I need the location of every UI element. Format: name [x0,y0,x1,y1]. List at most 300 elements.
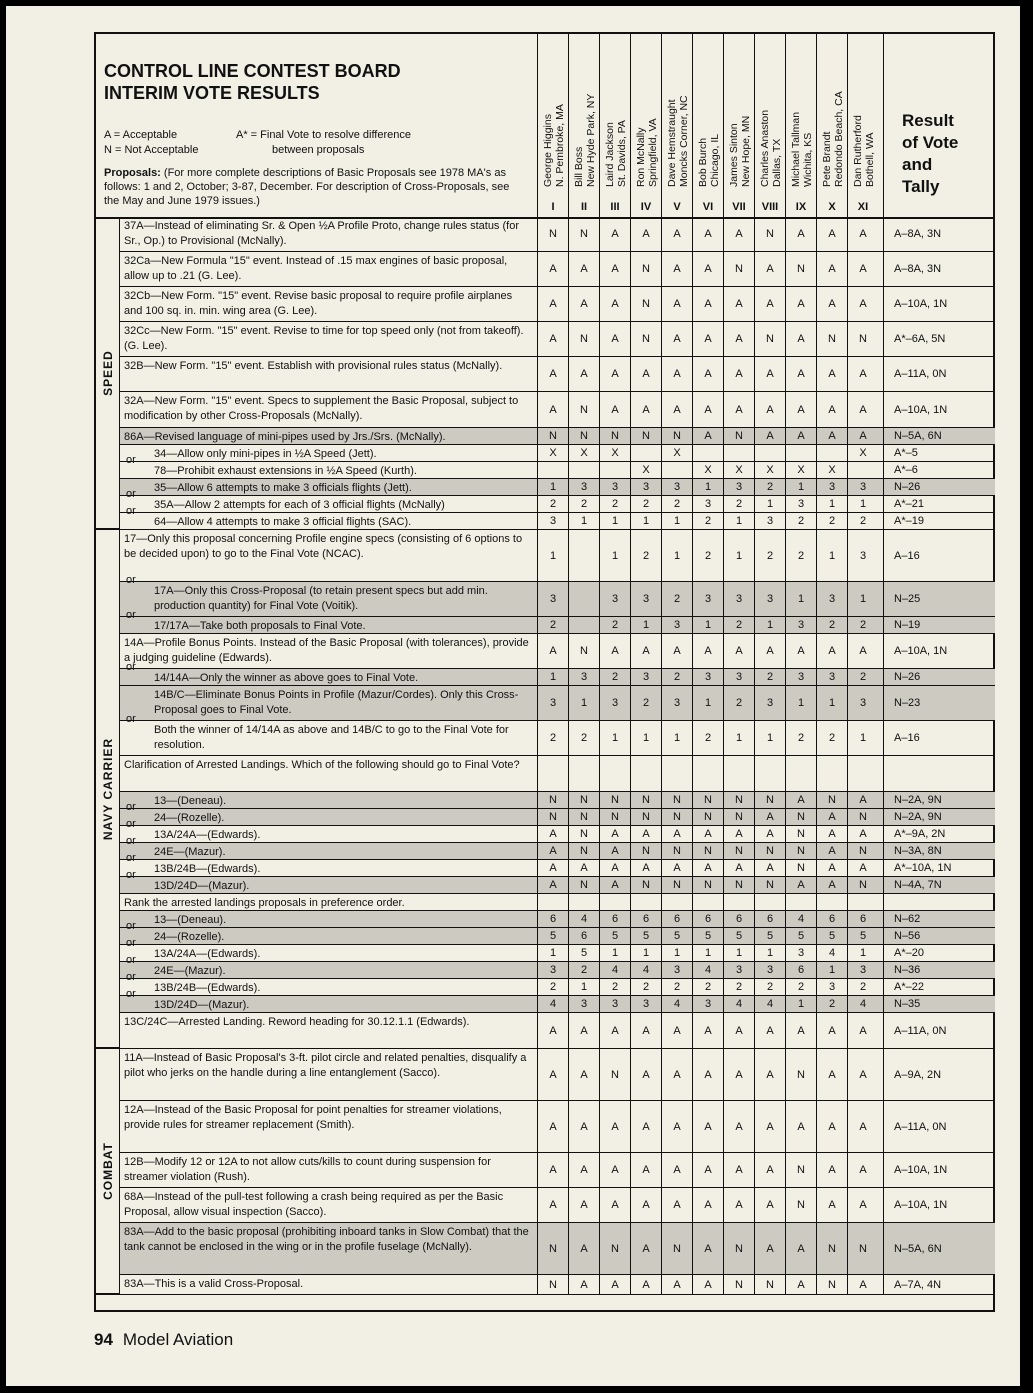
vote-cell: N [723,252,754,286]
proposals-text: (For more complete descriptions of Basic Proposals see 1978 MA's as follows: 1 and 2, October; 3-87, December. For description of Cross-Proposals, see the May and June 1979 issues.) [104,167,510,207]
vote-cell: N [816,1275,847,1294]
page-number: 94 [94,1330,113,1349]
proposal-description: 13D/24D—(Mazur). [154,880,250,892]
vote-result: A*–6 [883,462,995,478]
vote-cell: A [785,1275,816,1294]
judge-column-5 [661,34,692,217]
vote-cell: A [599,357,630,391]
vote-cell: A [568,252,599,286]
vote-cell: N [692,877,723,893]
vote-cell: A [599,843,630,859]
vote-result: N–62 [883,911,995,927]
vote-cell: 6 [568,928,599,944]
vote-cell: N [661,877,692,893]
table-row [120,661,995,686]
vote-cell: A [599,826,630,842]
vote-cell: N [723,1275,754,1294]
vote-cell: A [816,252,847,286]
proposal-description: Rank the arrested landings proposals in preference order. [124,897,405,909]
proposal-description: 35A—Allow 2 attempts for each of 3 official flights (McNally) [154,499,445,511]
vote-cell [723,756,754,791]
vote-cell: N [754,322,785,356]
vote-cell: A [599,1275,630,1294]
vote-cell [847,894,878,910]
vote-result: N–35 [883,996,995,1012]
judge-number: II [580,201,588,213]
vote-result: A–10A, 1N [883,1153,995,1187]
vote-cell: A [847,1153,878,1187]
vote-cell: 3 [754,962,785,978]
vote-cell: 2 [785,721,816,755]
vote-result: A*–9A, 2N [883,826,995,842]
vote-cell: 4 [661,996,692,1012]
vote-cell: N [661,843,692,859]
vote-cell: 5 [599,928,630,944]
vote-cell: A [754,1049,785,1100]
vote-cell: 4 [754,996,785,1012]
proposal-description: 17A—Only this Cross-Proposal (to retain present specs but add min. production quantity) for Final Vote (Voitik). [154,585,488,612]
vote-cell [568,530,599,581]
vote-cell: N [537,1223,568,1274]
vote-result: A*–21 [883,496,995,512]
proposal-description: 13A/24A—(Edwards). [154,829,261,841]
judge-column-4 [630,34,661,217]
or-label: or [126,505,136,517]
vote-result: A*–22 [883,979,995,995]
vote-cell: N [847,877,878,893]
vote-cell: N [723,809,754,825]
vote-cell: 3 [785,496,816,512]
vote-cell: A [754,860,785,876]
vote-cell: A [537,843,568,859]
vote-cell: A [630,826,661,842]
vote-cell: X [723,462,754,478]
vote-cell: 1 [692,617,723,633]
legend-acceptable: A = Acceptable [104,129,178,141]
or-label: or [126,454,136,466]
vote-cell: A [537,1013,568,1048]
vote-cell: A [537,1188,568,1222]
vote-cell: A [816,1188,847,1222]
vote-cell: N [599,1223,630,1274]
judge-number: III [610,201,620,213]
vote-result: N–19 [883,617,995,633]
vote-cell: 6 [537,911,568,927]
vote-cell: A [661,392,692,427]
vote-cell: 1 [692,686,723,720]
vote-cell: X [785,462,816,478]
vote-cell [599,756,630,791]
vote-cell: A [816,634,847,668]
vote-cell: 3 [537,513,568,529]
legend-final-vote-2: between proposals [272,144,365,156]
vote-cell: 2 [847,669,878,685]
vote-cell: A [754,634,785,668]
or-label: or [126,835,136,847]
vote-cell: A [847,428,878,444]
vote-result: A–16 [883,530,995,581]
proposal-description: 37A—Instead of eliminating Sr. & Open ½A Profile Proto, change rules status (for Sr., Op.) to Provisional (McNally). [124,220,519,247]
vote-cell: A [661,634,692,668]
vote-cell: A [785,428,816,444]
vote-cell: 3 [599,996,630,1012]
table-row [120,609,995,634]
vote-cell: A [537,826,568,842]
vote-cell: A [785,357,816,391]
vote-cell: A [847,1188,878,1222]
vote-cell: 2 [723,617,754,633]
vote-cell: 2 [723,686,754,720]
or-label: or [126,818,136,830]
vote-cell: N [785,826,816,842]
vote-cell: A [723,1049,754,1100]
vote-cell: 1 [537,479,568,495]
vote-result: A–10A, 1N [883,634,995,668]
vote-cell: N [785,809,816,825]
vote-cell: 1 [661,721,692,755]
page-footer [94,1330,233,1350]
vote-cell: A [630,357,661,391]
vote-cell: N [692,809,723,825]
proposal-description: 68A—Instead of the pull-test following a crash being required as per the Basic Proposal, allow visual inspection (Sacco). [124,1191,504,1218]
vote-cell: 1 [785,686,816,720]
vote-cell: A [630,1049,661,1100]
section-label-combat [96,1049,120,1295]
vote-cell: 1 [630,513,661,529]
table-row [120,1223,995,1275]
vote-result: N–5A, 6N [883,1223,995,1274]
proposal-description: 12B—Modify 12 or 12A to not allow cuts/kills to count during suspension for streamer violation (Rush). [124,1156,491,1183]
judge-name: George Higgins N. Pembroke, MA [542,104,566,187]
vote-cell: A [692,1223,723,1274]
vote-cell: 5 [785,928,816,944]
vote-cell: 2 [630,496,661,512]
vote-cell: A [599,1013,630,1048]
vote-cell: 2 [754,530,785,581]
vote-cell: A [754,1013,785,1048]
vote-result: A–10A, 1N [883,1188,995,1222]
vote-cell: A [568,1275,599,1294]
vote-cell: 2 [692,513,723,529]
vote-cell: A [816,217,847,251]
vote-result: A–10A, 1N [883,392,995,427]
vote-result: A*–5 [883,445,995,461]
vote-cell: 5 [847,928,878,944]
vote-cell: A [816,287,847,321]
vote-cell: N [599,428,630,444]
vote-cell: 3 [568,479,599,495]
vote-cell: A [599,1153,630,1187]
vote-cell: A [661,1101,692,1152]
vote-result: N–5A, 6N [883,428,995,444]
magazine-name: Model Aviation [122,1330,234,1349]
legend [104,128,411,158]
vote-cell: A [568,860,599,876]
vote-cell: A [692,826,723,842]
vote-cell: 1 [599,513,630,529]
table-row [120,392,995,428]
legend-final-vote: A* = Final Vote to resolve difference [236,129,411,141]
vote-cell: A [785,877,816,893]
vote-cell: A [692,1275,723,1294]
vote-cell: A [568,1188,599,1222]
vote-cell: A [537,877,568,893]
section-name: SPEED [100,349,115,396]
vote-cell: 6 [723,911,754,927]
table-row [120,1153,995,1188]
vote-cell: A [785,287,816,321]
proposal-description: 14A—Profile Bonus Points. Instead of the Basic Proposal (with tolerances), provide a judging guideline (Edwards). [124,637,529,664]
vote-cell: A [847,1101,878,1152]
vote-result: A–11A, 0N [883,357,995,391]
vote-cell: A [661,357,692,391]
vote-cell [599,462,630,478]
judge-name: Michael Tallman Wichita, KS [790,111,814,187]
proposal-description: 13A/24A—(Edwards). [154,948,261,960]
table-row [120,357,995,392]
vote-cell [568,756,599,791]
vote-cell: 2 [537,617,568,633]
or-label: or [126,937,136,949]
vote-cell: 6 [661,911,692,927]
vote-cell [754,445,785,461]
judge-name: Bill Boss New Hyde Park, NY [573,93,597,187]
vote-result: N–36 [883,962,995,978]
vote-cell: A [630,1013,661,1048]
vote-cell: 5 [568,945,599,961]
vote-cell: 1 [847,721,878,755]
vote-cell: A [692,322,723,356]
vote-result: N–3A, 8N [883,843,995,859]
vote-cell: A [537,860,568,876]
judge-name: Bob Burch Chicago, IL [697,133,721,187]
vote-result: A–10A, 1N [883,287,995,321]
proposal-description: 13—(Deneau). [154,914,227,926]
vote-cell: 3 [692,996,723,1012]
judge-number: VII [732,201,746,213]
vote-cell: N [754,217,785,251]
vote-cell: 3 [630,479,661,495]
vote-cell: 2 [754,669,785,685]
vote-cell: 5 [537,928,568,944]
vote-cell: A [599,860,630,876]
table-row [120,634,995,669]
vote-cell: A [785,322,816,356]
vote-cell: A [599,287,630,321]
vote-cell: A [847,217,878,251]
vote-result: N–2A, 9N [883,809,995,825]
vote-cell: A [692,357,723,391]
vote-cell: N [692,792,723,808]
vote-cell [816,894,847,910]
or-label: or [126,609,136,621]
vote-cell: A [754,428,785,444]
vote-cell: 4 [599,962,630,978]
vote-cell: 1 [599,945,630,961]
proposal-description: 13C/24C—Arrested Landing. Reword heading for 30.12.1.1 (Edwards). [124,1016,470,1028]
vote-cell [537,462,568,478]
vote-cell: A [847,860,878,876]
vote-cell: A [692,1188,723,1222]
vote-cell: N [785,860,816,876]
vote-cell: A [754,826,785,842]
vote-cell: N [661,1223,692,1274]
vote-cell: A [847,252,878,286]
table-row [120,686,995,721]
proposal-description: 17/17A—Take both proposals to Final Vote. [154,620,366,632]
vote-cell: N [754,1275,785,1294]
vote-cell [816,756,847,791]
vote-cell: A [630,1275,661,1294]
table-row [120,217,995,252]
or-label: or [126,971,136,983]
proposal-description: 35—Allow 6 attempts to make 3 officials flights (Jett). [154,482,412,494]
or-label: or [126,801,136,813]
table-row [120,574,995,617]
section-name: NAVY CARRIER [100,737,115,840]
vote-cell: A [692,252,723,286]
vote-cell: A [599,322,630,356]
vote-cell: 2 [754,979,785,995]
vote-cell: 2 [785,530,816,581]
vote-cell: A [723,860,754,876]
vote-cell: 3 [847,479,878,495]
vote-cell: A [847,826,878,842]
vote-cell: A [692,634,723,668]
vote-cell: N [630,792,661,808]
vote-cell: N [599,809,630,825]
vote-cell: 5 [630,928,661,944]
judge-number: VIII [761,201,779,213]
vote-cell: 5 [692,928,723,944]
judge-number: VI [702,201,714,213]
vote-cell: N [754,843,785,859]
vote-cell: X [847,445,878,461]
vote-cell: 3 [661,617,692,633]
judge-column-7 [723,34,754,217]
vote-cell: 1 [661,945,692,961]
result-header-1: Result [902,111,954,130]
vote-cell: 1 [723,513,754,529]
proposal-description: 14/14A—Only the winner as above goes to Final Vote. [154,672,419,684]
judge-name: Charles Anaston Dallas, TX [759,109,783,187]
proposal-description: 34—Allow only mini-pipes in ½A Speed (Jett). [154,448,377,460]
vote-cell: N [754,877,785,893]
vote-cell: N [816,1223,847,1274]
vote-cell: 4 [847,996,878,1012]
proposal-description: 13B/24B—(Edwards). [154,863,261,875]
vote-cell: 3 [692,496,723,512]
vote-cell: N [785,1049,816,1100]
vote-cell: 3 [661,962,692,978]
vote-cell: A [816,843,847,859]
vote-cell: A [661,322,692,356]
vote-cell: 3 [630,996,661,1012]
vote-cell: 1 [754,617,785,633]
vote-cell: X [630,462,661,478]
vote-cell [599,894,630,910]
table-row [120,1049,995,1101]
vote-cell: 2 [816,721,847,755]
vote-cell [568,894,599,910]
title-line-2: INTERIM VOTE RESULTS [104,83,320,103]
vote-cell [692,756,723,791]
vote-cell: 3 [537,686,568,720]
proposal-description: 24—(Rozelle). [154,812,225,824]
vote-result: N–2A, 9N [883,792,995,808]
vote-cell: 1 [847,582,878,616]
vote-cell: N [723,792,754,808]
vote-cell: A [630,1153,661,1187]
proposal-description: 17—Only this proposal concerning Profile engine specs (consisting of 6 options to be decided upon) to go to the Final Vote (NCAC). [124,533,523,560]
vote-cell: A [723,1153,754,1187]
vote-cell: 1 [537,669,568,685]
vote-cell: 3 [692,669,723,685]
vote-cell: A [723,826,754,842]
vote-cell: 1 [754,721,785,755]
vote-cell: N [599,1049,630,1100]
or-label: or [126,713,136,725]
vote-cell: A [537,322,568,356]
vote-cell: N [723,843,754,859]
vote-cell: A [537,252,568,286]
table-row [120,894,995,911]
vote-cell: 2 [785,513,816,529]
judge-number: V [673,201,681,213]
vote-cell [785,894,816,910]
judge-name: Dave Hemstraught Moncks Corner, NC [666,95,690,187]
vote-cell: A [692,287,723,321]
vote-cell: 2 [537,721,568,755]
vote-cell: N [630,252,661,286]
vote-result: A–8A, 3N [883,252,995,286]
vote-cell: N [537,217,568,251]
vote-cell: 1 [568,513,599,529]
judge-number: X [828,201,836,213]
proposal-description: 13D/24D—(Mazur). [154,999,250,1011]
vote-cell: 1 [630,945,661,961]
judge-name: Laird Jackson St. Davids, PA [604,120,628,187]
vote-cell: A [816,1153,847,1187]
vote-cell: A [754,252,785,286]
table-row [120,756,995,792]
vote-cell: 2 [847,979,878,995]
vote-cell: A [692,1101,723,1152]
vote-cell: 3 [847,962,878,978]
proposal-description: 32B—New Form. "15" event. Establish with provisional rules status (McNally). [124,360,503,372]
vote-cell: 3 [723,669,754,685]
vote-cell: 3 [599,686,630,720]
vote-cell: N [568,634,599,668]
vote-cell: A [661,1049,692,1100]
table-row [120,1101,995,1153]
vote-cell [568,617,599,633]
vote-cell: A [723,1188,754,1222]
title-line-1: CONTROL LINE CONTEST BOARD [104,61,401,81]
table-header [96,34,995,219]
vote-cell [568,462,599,478]
vote-cell [661,894,692,910]
vote-cell: 2 [599,496,630,512]
vote-cell: 3 [568,996,599,1012]
vote-cell: N [537,809,568,825]
vote-cell: A [754,1153,785,1187]
vote-cell: N [568,826,599,842]
vote-cell [568,582,599,616]
vote-result: A–16 [883,721,995,755]
judge-column-11 [847,34,878,217]
vote-cell: A [723,217,754,251]
